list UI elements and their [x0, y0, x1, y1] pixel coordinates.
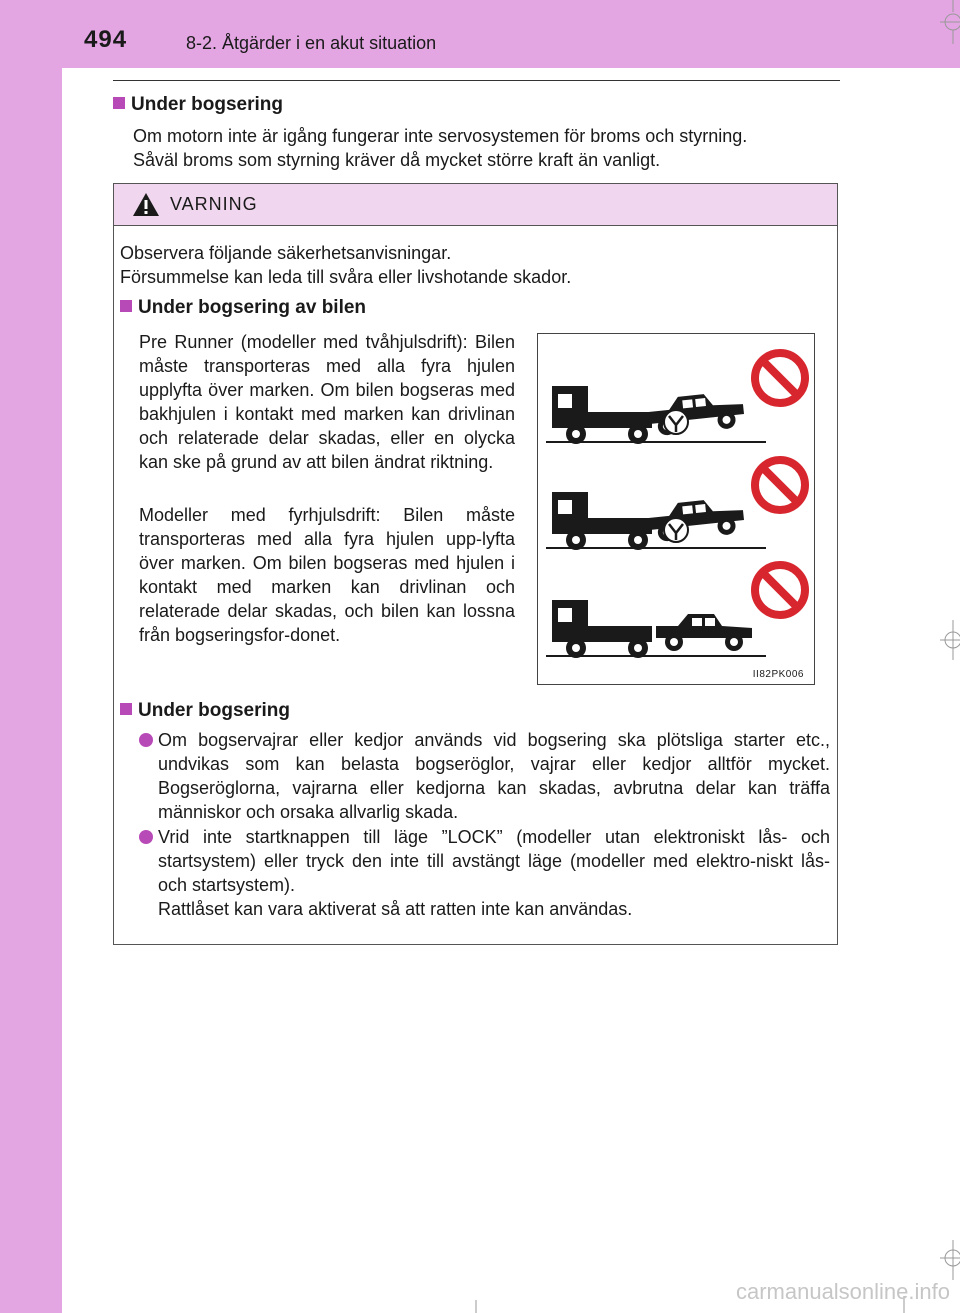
bullet-start-switch: Vrid inte startknappen till läge ”LOCK” (modeller utan elektroniskt lås- och startsystem) eller tryck den inte till avstängt läge (modeller med elektro-niskt lås- och startsystem).	[158, 827, 830, 895]
prohibited-icon	[755, 353, 805, 403]
warning-title: VARNING	[170, 194, 258, 214]
page-number: 494	[84, 26, 128, 53]
bullet-start-switch-note: Rattlåset kan vara aktiverat så att ratten inte kan användas.	[158, 899, 633, 919]
section-paragraph-line: Såväl broms som styrning kräver då mycket större kraft än vanligt.	[133, 150, 661, 170]
tow-scenario-3	[546, 565, 805, 658]
chapter-title: 8-2. Åtgärder i en akut situation	[186, 33, 437, 53]
section-paragraph-line: Om motorn inte är igång fungerar inte servosystemen för broms och styrning.	[133, 126, 748, 146]
tow-scenario-1	[546, 353, 805, 444]
towing-2wd-paragraph: Pre Runner (modeller med tvåhjulsdrift): Bilen måste transporteras med alla fyra hjulen upplyfta över marken. Om bilen bogseras med bakhjulen i kontakt med marken kan drivlinan och relaterade delar skadas, eller en olycka kan ske på grund av att bilen ändrat riktning.	[139, 332, 515, 472]
bullet-tow-cables: Om bogservajrar eller kedjor används vid bogsering ska plötsliga starter etc., undvikas som kan belasta bogseröglor, vajrar eller kedjor alltför mycket. Bogseröglorna, vajrarna eller kedjorna kan skadas, avbrutna delar kan träffa människor och orsaka allvarlig skada.	[158, 730, 830, 822]
round-bullet-icon	[139, 830, 153, 844]
warning-header	[114, 184, 837, 226]
warning-intro-line: Försummelse kan leda till svåra eller livshotande skador.	[120, 267, 572, 287]
towing-diagram	[538, 334, 814, 664]
section-heading: Under bogsering	[113, 94, 283, 116]
warning-intro-line: Observera följande säkerhetsanvisningar.	[120, 243, 452, 263]
towing-illustration	[537, 333, 815, 685]
subsection-heading-towing-vehicle: Under bogsering av bilen	[120, 297, 366, 319]
round-bullet-icon	[139, 733, 153, 747]
square-bullet-icon	[120, 703, 132, 715]
prohibited-icon	[755, 460, 805, 510]
prohibited-icon	[755, 565, 805, 615]
watermark: carmanualsonline.info	[735, 1279, 950, 1304]
square-bullet-icon	[120, 300, 132, 312]
square-bullet-icon	[113, 97, 125, 109]
tow-scenario-2	[546, 460, 805, 550]
illustration-code: II82PK006	[752, 669, 804, 680]
warning-triangle-icon	[132, 192, 160, 217]
towing-4wd-paragraph: Modeller med fyrhjulsdrift: Bilen måste transporteras med alla fyra hjulen upp-lyfta över marken. Om bilen bogseras med hjulen i kontakt med marken kan drivlinan och relaterade delar skadas, och bilen kan lossna från bogseringsfor-donet.	[139, 505, 515, 645]
subsection-heading-towing: Under bogsering	[120, 700, 290, 722]
